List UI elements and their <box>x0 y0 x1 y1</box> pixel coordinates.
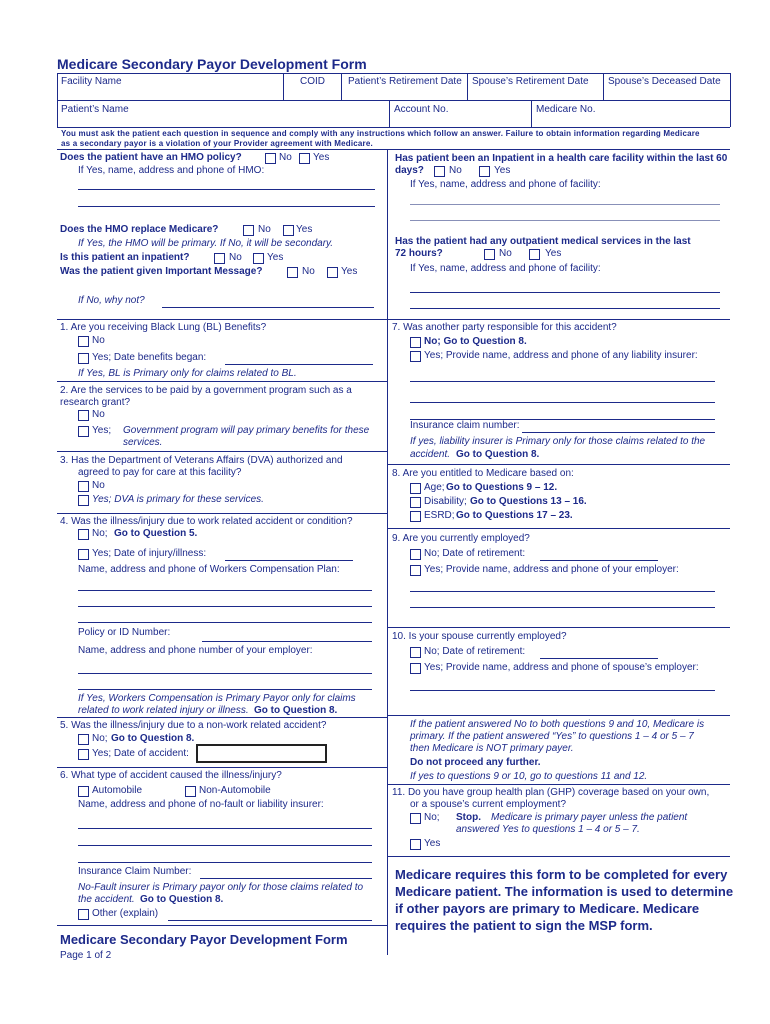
q6-insurer-line[interactable] <box>78 845 372 846</box>
q6-auto-checkbox[interactable] <box>78 786 89 797</box>
q11-stop-note-1: Medicare is primary payer unless the patient <box>491 812 688 823</box>
q6-nonauto-label: Non-Automobile <box>199 785 271 796</box>
q7-note-1: If yes, liability insurer is Primary only for those claims related to the <box>410 436 706 447</box>
hmo-line[interactable] <box>78 206 375 207</box>
q2-yes-label: Yes; <box>92 425 112 436</box>
q8-esrd-checkbox[interactable] <box>410 511 421 522</box>
q5-no-checkbox[interactable] <box>78 734 89 745</box>
q11-label-1: 11. Do you have group health plan (GHP) coverage based on your own, <box>392 787 710 798</box>
q11-stop: Stop. <box>456 812 481 823</box>
q7-yes-label: Yes; Provide name, address and phone of any liability insurer: <box>424 350 698 361</box>
q4-label: 4. Was the illness/injury due to work related accident or condition? <box>60 516 353 527</box>
replace-no-label: No <box>258 224 271 235</box>
q3-label-2: agreed to pay for care at this facility? <box>78 467 242 478</box>
q2-label-2: research grant? <box>60 397 131 408</box>
q5-no-label: No; <box>92 733 108 744</box>
inpatient-60-no-label: No <box>449 165 462 176</box>
inpatient-60-if-yes: If Yes, name, address and phone of facility: <box>410 179 601 190</box>
important-yes-label: Yes <box>341 266 358 277</box>
q10-no-label: No; Date of retirement: <box>424 646 526 657</box>
header-right-border <box>730 73 731 127</box>
hmo-question: Does the patient have an HMO policy? <box>60 152 242 163</box>
q6-note-1: No-Fault insurer is Primary payor only for those claims related to <box>78 882 364 893</box>
q9-yes-checkbox[interactable] <box>410 565 421 576</box>
q-divider <box>387 856 730 857</box>
q7-label: 7. Was another party responsible for this accident? <box>392 322 617 333</box>
q-divider <box>387 715 730 716</box>
q-divider <box>57 925 387 926</box>
outpatient-question: Has the patient had any outpatient medical services in the last <box>395 236 691 247</box>
q1-no-checkbox[interactable] <box>78 336 89 347</box>
q1-yes-label: Yes; Date benefits began: <box>92 352 207 363</box>
important-no-checkbox[interactable] <box>287 267 298 278</box>
header-divider <box>531 100 532 127</box>
q8-age-label: Age; <box>424 482 445 493</box>
q8-esrd-goto: Go to Questions 17 – 23. <box>456 510 573 521</box>
note-9-10-line-2: primary. If the patient answered “Yes” to questions 1 – 4 or 5 – 7 <box>410 731 694 742</box>
q-divider <box>57 513 387 514</box>
q4-plan-label: Name, address and phone of Workers Compensation Plan: <box>78 564 340 575</box>
q2-note-1: Government program will pay primary benefits for these <box>123 425 370 436</box>
footer-title: Medicare Secondary Payor Development Form <box>60 932 348 947</box>
q10-label: 10. Is your spouse currently employed? <box>392 631 567 642</box>
q1-label: 1. Are you receiving Black Lung (BL) Benefits? <box>60 322 267 333</box>
q4-employer-line[interactable] <box>78 689 372 690</box>
inpatient-60-yes-checkbox[interactable] <box>479 166 490 177</box>
q2-no-checkbox[interactable] <box>78 410 89 421</box>
patient-name-field[interactable]: Patient’s Name <box>61 104 129 115</box>
q7-insurer-line[interactable] <box>410 381 715 382</box>
header-divider <box>603 73 604 100</box>
q4-plan-line[interactable] <box>78 606 372 607</box>
inpatient-60-no-checkbox[interactable] <box>434 166 445 177</box>
q1-note: If Yes, BL is Primary only for claims related to BL. <box>78 368 297 379</box>
q7-yes-checkbox[interactable] <box>410 351 421 362</box>
q6-label: 6. What type of accident caused the illness/injury? <box>60 770 282 781</box>
q6-auto-label: Automobile <box>92 785 143 796</box>
q5-date-input[interactable] <box>196 744 327 763</box>
header-divider <box>389 100 390 127</box>
q11-stop-note-2: answered Yes to questions 1 – 4 or 5 – 7. <box>456 824 640 835</box>
q10-employer-line[interactable] <box>410 690 715 691</box>
q8-esrd-label: ESRD; <box>424 510 455 521</box>
q4-no-checkbox[interactable] <box>78 529 89 540</box>
outpatient-no-checkbox[interactable] <box>484 249 495 260</box>
facility-name-field[interactable]: Facility Name <box>61 76 122 87</box>
header-top-border <box>57 73 730 74</box>
q4-plan-line[interactable] <box>78 622 372 623</box>
q5-yes-checkbox[interactable] <box>78 749 89 760</box>
q11-no-checkbox[interactable] <box>410 813 421 824</box>
q4-yes-checkbox[interactable] <box>78 549 89 560</box>
inpatient-no-checkbox[interactable] <box>214 253 225 264</box>
inpatient-yes-label: Yes <box>267 252 284 263</box>
q-divider <box>387 464 730 465</box>
q4-plan-line[interactable] <box>78 590 372 591</box>
facility-line[interactable] <box>410 204 720 205</box>
hmo-no-checkbox[interactable] <box>265 153 276 164</box>
q4-no-label: No; <box>92 528 108 539</box>
why-not-line[interactable] <box>162 307 374 308</box>
inpatient-60-question: Has patient been an Inpatient in a health care facility within the last 60 <box>395 153 728 164</box>
q4-note-goto: Go to Question 8. <box>254 705 338 716</box>
q-divider <box>57 767 387 768</box>
important-message-question: Was the patient given Important Message? <box>60 266 263 277</box>
q3-no-checkbox[interactable] <box>78 481 89 492</box>
q4-policy-label: Policy or ID Number: <box>78 627 171 638</box>
inpatient-yes-checkbox[interactable] <box>253 253 264 264</box>
hmo-replace-question: Does the HMO replace Medicare? <box>60 224 219 235</box>
q3-yes-checkbox[interactable] <box>78 495 89 506</box>
q4-note-2: related to work related injury or illness. <box>78 705 249 716</box>
hmo-yes-checkbox[interactable] <box>299 153 310 164</box>
q8-label: 8. Are you entitled to Medicare based on: <box>392 468 574 479</box>
q-divider <box>387 528 730 529</box>
page-number: Page 1 of 2 <box>60 950 112 961</box>
important-yes-checkbox[interactable] <box>327 267 338 278</box>
q10-no-checkbox[interactable] <box>410 647 421 658</box>
q2-label-1: 2. Are the services to be paid by a government program such as a <box>60 385 352 396</box>
facility-line[interactable] <box>410 220 720 221</box>
q8-age-goto: Go to Questions 9 – 12. <box>446 482 558 493</box>
spouse-retirement-date-field[interactable]: Spouse’s Retirement Date <box>472 76 589 87</box>
hmo-if-yes: If Yes, name, address and phone of HMO: <box>78 165 265 176</box>
inpatient-question: Is this patient an inpatient? <box>60 252 190 263</box>
q6-other-label: Other (explain) <box>92 908 159 919</box>
q5-goto: Go to Question 8. <box>111 733 195 744</box>
q4-employer-label: Name, address and phone number of your employer: <box>78 645 313 656</box>
q11-label-2: or a spouse’s current employment? <box>410 799 567 810</box>
section-divider <box>57 319 730 320</box>
important-no-label: No <box>302 266 315 277</box>
column-divider <box>387 149 388 955</box>
q2-note-2: services. <box>123 437 163 448</box>
q9-employer-line[interactable] <box>410 591 715 592</box>
q7-no-label: No; Go to Question 8. <box>424 336 527 347</box>
medicare-no-field[interactable]: Medicare No. <box>536 104 596 115</box>
q8-disability-goto: Go to Questions 13 – 16. <box>470 496 587 507</box>
q6-nonauto-checkbox[interactable] <box>185 786 196 797</box>
outpatient-yes-checkbox[interactable] <box>529 249 540 260</box>
q6-other-line[interactable] <box>168 920 372 921</box>
replace-yes-checkbox[interactable] <box>283 225 294 236</box>
q7-insurer-line[interactable] <box>410 419 715 420</box>
q8-age-checkbox[interactable] <box>410 483 421 494</box>
outpatient-no-label: No <box>499 248 512 259</box>
patient-retirement-date-field[interactable]: Patient’s Retirement Date <box>348 76 462 87</box>
q3-no-label: No <box>92 480 105 491</box>
q11-yes-checkbox[interactable] <box>410 839 421 850</box>
q7-claim-line[interactable] <box>522 432 715 433</box>
q4-goto: Go to Question 5. <box>114 528 198 539</box>
note-9-10-line-4: Do not proceed any further. <box>410 757 541 768</box>
q-divider <box>387 627 730 628</box>
inpatient-60-yes-label: Yes <box>494 165 511 176</box>
outpatient-72-hours: 72 hours? <box>395 248 443 259</box>
header-divider <box>341 73 342 100</box>
q7-note-goto: Go to Question 8. <box>456 449 540 460</box>
q6-insurer-line[interactable] <box>78 862 372 863</box>
q-divider <box>57 717 387 718</box>
q6-claim-line[interactable] <box>200 878 372 879</box>
q-divider <box>57 451 387 452</box>
q1-yes-checkbox[interactable] <box>78 353 89 364</box>
q8-disability-label: Disability; <box>424 496 467 507</box>
q-divider <box>57 381 387 382</box>
q9-employer-line[interactable] <box>410 607 715 608</box>
header-bottom-border <box>57 127 730 128</box>
q11-no-label: No; <box>424 812 440 823</box>
q10-yes-label: Yes; Provide name, address and phone of spouse’s employer: <box>424 662 699 673</box>
q4-yes-label: Yes; Date of injury/illness: <box>92 548 207 559</box>
replace-no-checkbox[interactable] <box>243 225 254 236</box>
outpatient-facility-line[interactable] <box>410 308 720 309</box>
q6-note-2: the accident. <box>78 894 135 905</box>
header-divider <box>467 73 468 100</box>
outpatient-facility-line[interactable] <box>410 292 720 293</box>
coid-field[interactable]: COID <box>300 76 325 87</box>
q-divider <box>387 784 730 785</box>
q9-date-line[interactable] <box>540 560 658 561</box>
why-not-label: If No, why not? <box>78 295 145 306</box>
hmo-line[interactable] <box>78 189 375 190</box>
inpatient-no-label: No <box>229 252 242 263</box>
outpatient-if-yes: If Yes, name, address and phone of facility: <box>410 263 601 274</box>
hmo-replace-note: If Yes, the HMO will be primary. If No, it will be secondary. <box>78 238 334 249</box>
header-divider <box>283 73 284 100</box>
q9-no-checkbox[interactable] <box>410 549 421 560</box>
requirement-statement: Medicare requires this form to be completed for every Medicare patient. The information is used to determine if other payors are primary to Medicare. Medicare requires the patient to sign the MSP form. <box>395 867 734 933</box>
q6-insurer-line[interactable] <box>78 828 372 829</box>
q2-yes-checkbox[interactable] <box>78 426 89 437</box>
hmo-no-label: No <box>279 152 292 163</box>
q9-label: 9. Are you currently employed? <box>392 533 530 544</box>
q5-yes-label: Yes; Date of accident: <box>92 748 189 759</box>
outpatient-yes-label: Yes <box>545 248 562 259</box>
q9-yes-label: Yes; Provide name, address and phone of your employer: <box>424 564 679 575</box>
note-9-10-line-3: then Medicare is NOT primary payer. <box>410 743 574 754</box>
q10-yes-checkbox[interactable] <box>410 663 421 674</box>
q8-disability-checkbox[interactable] <box>410 497 421 508</box>
q7-no-checkbox[interactable] <box>410 337 421 348</box>
spouse-deceased-date-field[interactable]: Spouse’s Deceased Date <box>608 76 721 87</box>
q6-claim-label: Insurance Claim Number: <box>78 866 192 877</box>
notice-divider <box>57 149 730 150</box>
q2-no-label: No <box>92 409 105 420</box>
q3-yes-label: Yes; DVA is primary for these services. <box>92 494 264 505</box>
q1-date-line[interactable] <box>225 364 373 365</box>
q9-no-label: No; Date of retirement: <box>424 548 526 559</box>
header-mid-border <box>57 100 730 101</box>
q4-policy-line[interactable] <box>202 641 372 642</box>
page-title: Medicare Secondary Payor Development Form <box>57 56 367 72</box>
note-9-10-line-5: If yes to questions 9 or 10, go to questions 11 and 12. <box>410 771 648 782</box>
q4-note-1: If Yes, Workers Compensation is Primary Payor only for claims <box>78 693 356 704</box>
hmo-yes-label: Yes <box>313 152 330 163</box>
replace-yes-label: Yes <box>296 224 313 235</box>
q3-label-1: 3. Has the Department of Veterans Affairs (DVA) authorized and <box>60 455 343 466</box>
q6-note-goto: Go to Question 8. <box>140 894 224 905</box>
notice-line-2: as a secondary payor is a violation of your Provider agreement with Medicare. <box>61 139 373 148</box>
note-9-10-line-1: If the patient answered No to both questions 9 and 10, Medicare is <box>410 719 705 730</box>
q6-insurer-label: Name, address and phone of no-fault or liability insurer: <box>78 799 324 810</box>
q7-claim-label: Insurance claim number: <box>410 420 520 431</box>
q10-date-line[interactable] <box>540 658 658 659</box>
notice-line-1: You must ask the patient each question in sequence and comply with any instructions which follow an answer. Failure to obtain information regarding Medicare <box>61 129 700 138</box>
account-no-field[interactable]: Account No. <box>394 104 449 115</box>
q11-yes-label: Yes <box>424 838 441 849</box>
q7-insurer-line[interactable] <box>410 402 715 403</box>
q4-date-line[interactable] <box>225 560 353 561</box>
q1-no-label: No <box>92 335 105 346</box>
q4-employer-line[interactable] <box>78 673 372 674</box>
q6-other-checkbox[interactable] <box>78 909 89 920</box>
inpatient-60-days: days? <box>395 165 424 176</box>
header-left-border <box>57 73 58 127</box>
q5-label: 5. Was the illness/injury due to a non-work related accident? <box>60 720 327 731</box>
q7-note-2: accident. <box>410 449 451 460</box>
